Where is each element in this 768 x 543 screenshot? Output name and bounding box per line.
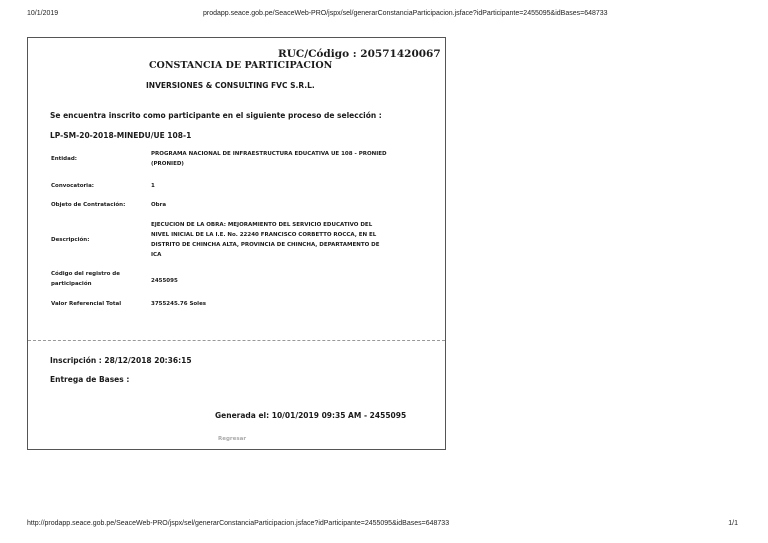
descripcion-label: Descripción: [51, 237, 90, 243]
divider [28, 340, 445, 341]
company-name: INVERSIONES & CONSULTING FVC S.R.L. [146, 81, 315, 90]
intro-text: Se encuentra inscrito como participante en el siguiente proceso de selección : [50, 111, 382, 120]
convocatoria-value: 1 [151, 183, 155, 189]
entrega-bases: Entrega de Bases : [50, 375, 130, 384]
valor-referencial-label: Valor Referencial Total [51, 301, 122, 307]
entidad-value: PROGRAMA NACIONAL DE INFRAESTRUCTURA EDUCATIVA UE 108 - PRONIED (PRONIED) [151, 151, 387, 167]
certificate-title: CONSTANCIA DE PARTICIPACION [149, 60, 333, 71]
page-number: 1/1 [728, 520, 738, 527]
entidad-label: Entidad: [51, 156, 77, 162]
footer-url: http://prodapp.seace.gob.pe/SeaceWeb-PRO/jspx/sel/generarConstanciaParticipacion.jsface?idParticipante=2455095&idBases=648733 [27, 520, 450, 527]
descripcion-value: EJECUCION DE LA OBRA: MEJORAMIENTO DEL SERVICIO EDUCATIVO DEL NIVEL INICIAL DE LA I.E. No. 22240 FRANCISCO CORBETTO ROCCA, EN EL DISTRITO DE CHINCHA ALTA, PROVINCIA DE CHINCHA, DEPARTAMENTO DE ICA [151, 222, 380, 258]
process-code: LP-SM-20-2018-MINEDU/UE 108-1 [50, 131, 192, 140]
valor-referencial-value: 3755245.76 Soles [151, 301, 207, 307]
objeto-value: Obra [151, 202, 167, 208]
codigo-registro-value: 2455095 [151, 278, 178, 284]
certificate-card [27, 37, 446, 450]
generated-timestamp: Generada el: 10/01/2019 09:35 AM - 2455095 [215, 411, 407, 420]
back-button[interactable]: Regresar [218, 436, 247, 442]
objeto-label: Objeto de Contratación: [51, 202, 126, 208]
print-date: 10/1/2019 [27, 10, 59, 17]
print-url: prodapp.seace.gob.pe/SeaceWeb-PRO/jspx/sel/generarConstanciaParticipacion.jsface?idParticipante=2455095&idBases=648733 [203, 10, 608, 17]
ruc-code: RUC/Código : 20571420067 [278, 48, 441, 60]
inscripcion-date: Inscripción : 28/12/2018 20:36:15 [50, 356, 192, 365]
codigo-registro-label: Código del registro de participación [51, 271, 120, 287]
convocatoria-label: Convocatoria: [51, 183, 94, 189]
